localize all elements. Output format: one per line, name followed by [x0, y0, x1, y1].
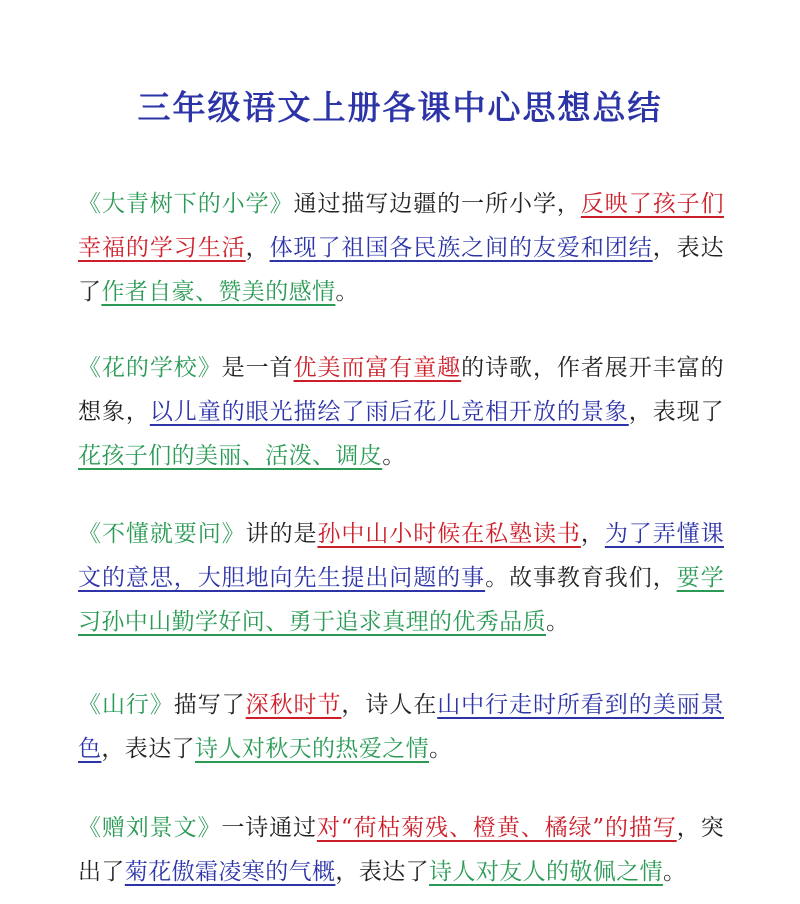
key-point-blue: 以儿童的眼光描绘了雨后花儿竞相开放的景象: [149, 399, 629, 425]
lesson-title: 《花的学校》: [78, 355, 222, 381]
key-point-green: 花孩子们的美丽、活泼、调皮: [78, 443, 383, 469]
key-point-green: 诗人对友人的敬佩之情: [429, 859, 664, 885]
lesson-title: 《赠刘景文》: [78, 815, 222, 841]
paragraph-text: 通过描写边疆的一所小学，: [293, 191, 581, 217]
lesson-title: 《不懂就要问》: [78, 521, 246, 547]
paragraph-text: ，突出了: [78, 815, 725, 885]
paragraph-text: ，表达了: [78, 235, 724, 305]
key-point-blue: 体现了祖国各民族之间的友爱和团结: [269, 235, 653, 261]
paragraph-text: 的诗歌，作者展开丰富的想象，: [78, 355, 724, 425]
paragraph-text: ，诗人在: [341, 692, 438, 718]
key-point-red: 优美而富有童趣: [293, 355, 462, 381]
paragraph-zengliujingwen: [78, 806, 724, 894]
paragraph-text: 是一首: [221, 355, 294, 381]
key-point-green: 诗人对秋天的热爱之情: [195, 736, 430, 762]
paragraph-text: 。: [382, 443, 406, 469]
paragraph-text: ，: [245, 235, 270, 261]
key-point-red: 孙中山小时候在私塾读书: [317, 521, 581, 547]
key-point-red: 深秋时节: [245, 692, 342, 718]
paragraph-text: 。: [335, 279, 359, 305]
paragraph-text: 。故事教育我们，: [485, 565, 677, 591]
lesson-title: 《大青树下的小学》: [78, 191, 294, 217]
paragraph-shanxing: [78, 683, 724, 771]
lesson-title: 《山行》: [78, 692, 174, 718]
paragraph-huadexuexiao: [78, 346, 724, 478]
paragraph-text: 讲的是: [245, 521, 318, 547]
key-point-green: 要学习孙中山勤学好问、勇于追求真理的优秀品质: [78, 565, 724, 635]
key-point-red: 对“荷枯菊残、橙黄、橘绿”的描写: [316, 815, 677, 841]
paragraph-text: 一诗通过: [221, 815, 317, 841]
key-point-green: 作者自豪、赞美的感情: [101, 279, 336, 305]
key-point-red: 反映了孩子们幸福的学习生活: [78, 191, 724, 261]
paragraph-text: ，表达了: [335, 859, 430, 885]
key-point-blue: 山中行走时所看到的美丽景色: [78, 692, 724, 762]
key-point-blue: 为了弄懂课文的意思，大胆地向先生提出问题的事: [78, 521, 725, 591]
paragraph-text: ，: [580, 521, 605, 547]
paragraph-text: ，表达了: [101, 736, 196, 762]
paragraph-text: 。: [546, 609, 570, 635]
key-point-blue: 菊花傲霜凌寒的气概: [124, 859, 336, 885]
page-title: 三年级语文上册各课中心思想总结: [137, 88, 663, 127]
paragraph-text: 描写了: [173, 692, 246, 718]
paragraph-dashuqing: [78, 182, 724, 314]
paragraph-budongjiuyaowen: [78, 512, 724, 644]
paragraph-text: 。: [663, 859, 687, 885]
paragraph-text: ，表现了: [628, 399, 725, 425]
paragraph-text: 。: [429, 736, 453, 762]
